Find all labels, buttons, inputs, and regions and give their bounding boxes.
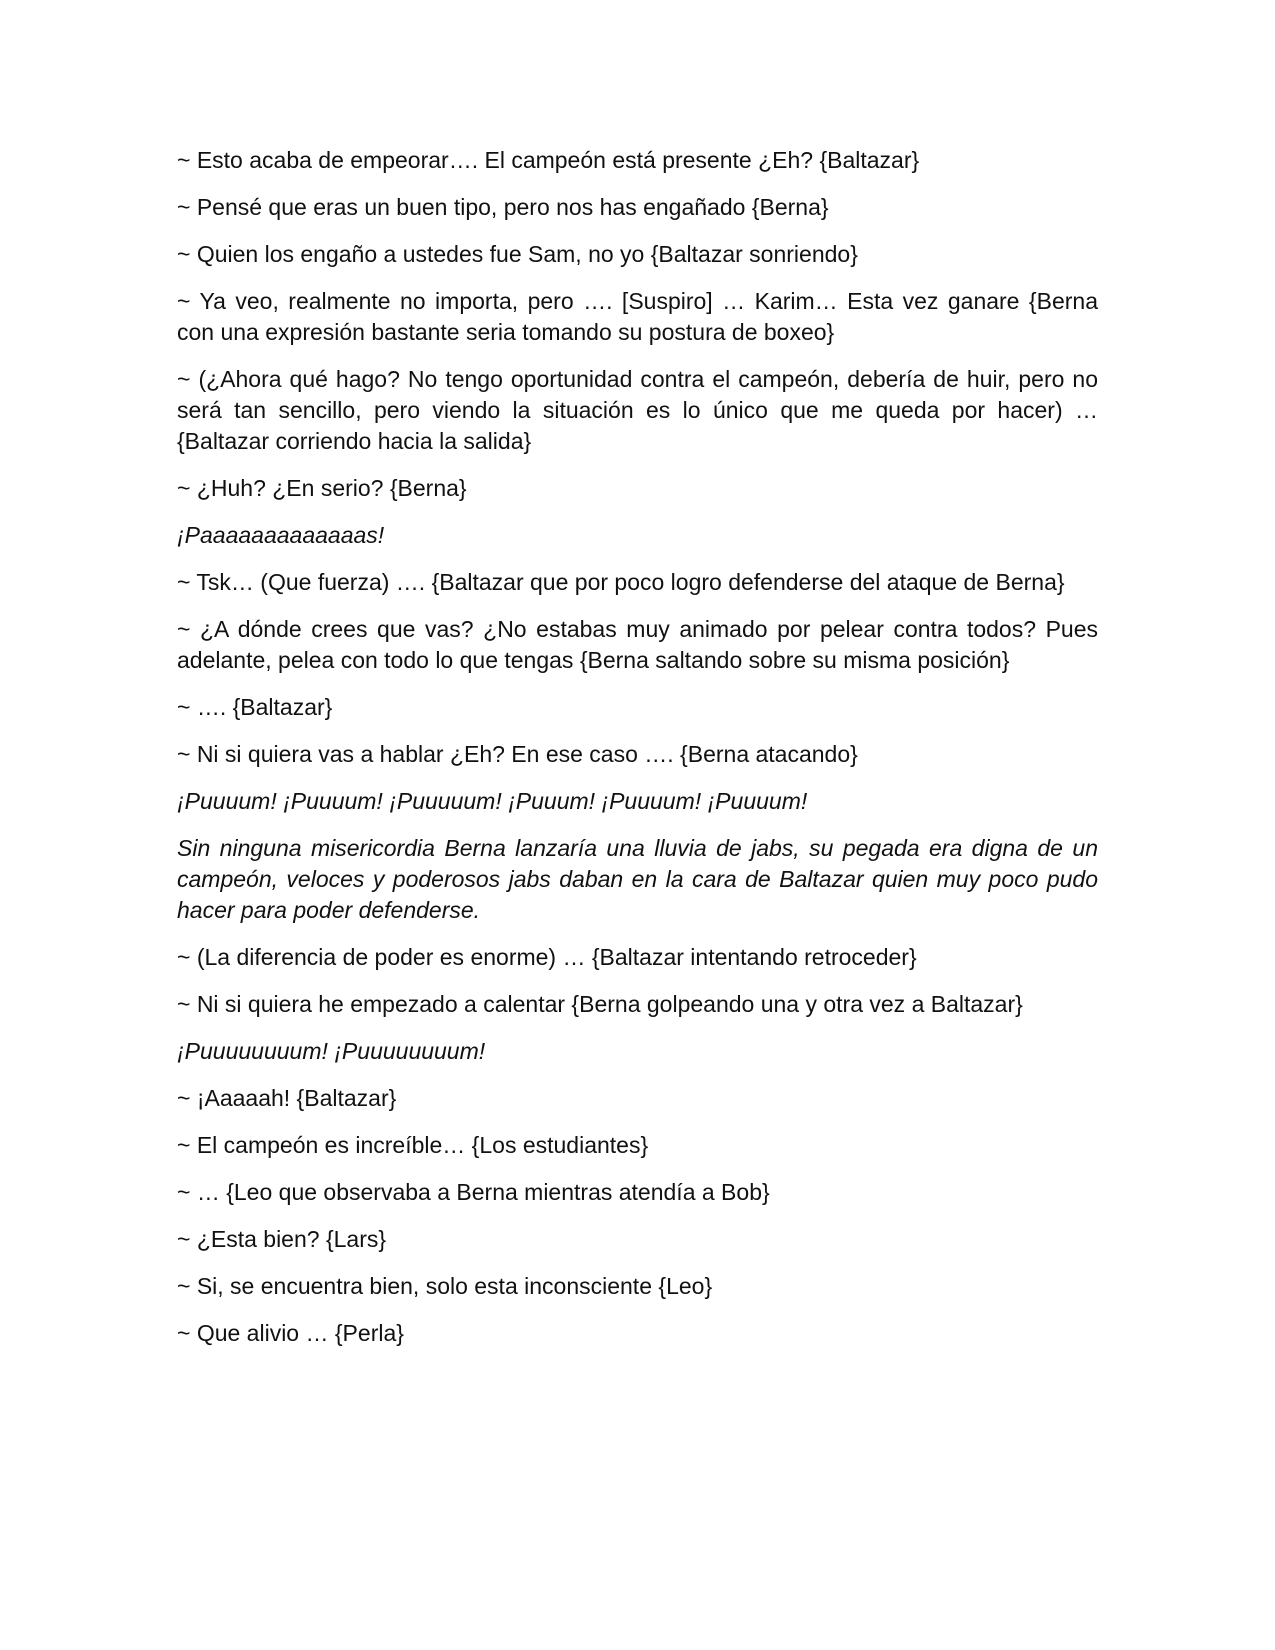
dialogue-paragraph: ~ (La diferencia de poder es enorme) … {Baltazar intentando retroceder} bbox=[177, 944, 917, 970]
dialogue-paragraph: ~ El campeón es increíble… {Los estudiantes} bbox=[177, 1132, 649, 1158]
dialogue-paragraph: ~ Ni si quiera he empezado a calentar {Berna golpeando una y otra vez a Baltazar} bbox=[177, 991, 1023, 1017]
dialogue-paragraph: ~ Quien los engaño a ustedes fue Sam, no yo {Baltazar sonriendo} bbox=[177, 241, 858, 267]
dialogue-paragraph: ~ … {Leo que observaba a Berna mientras atendía a Bob} bbox=[177, 1179, 770, 1205]
dialogue-paragraph: ~ ¿Huh? ¿En serio? {Berna} bbox=[177, 475, 467, 501]
narration-paragraph: ¡Paaaaaaaaaaaaas! bbox=[177, 522, 385, 548]
narration-paragraph: Sin ninguna misericordia Berna lanzaría una lluvia de jabs, su pegada era digna de un campeón, veloces y poderosos jabs daban en la cara de Baltazar quien muy poco pudo hacer para poder defenderse. bbox=[177, 835, 1098, 923]
dialogue-paragraph: ~ Esto acaba de empeorar…. El campeón está presente ¿Eh? {Baltazar} bbox=[177, 147, 920, 173]
dialogue-paragraph: ~ Ni si quiera vas a hablar ¿Eh? En ese caso …. {Berna atacando} bbox=[177, 741, 858, 767]
dialogue-paragraph: ~ ¿Esta bien? {Lars} bbox=[177, 1226, 387, 1252]
dialogue-paragraph: ~ Ya veo, realmente no importa, pero …. [Suspiro] … Karim… Esta vez ganare {Berna con una expresión bastante seria tomando su postura de boxeo} bbox=[177, 288, 1098, 345]
dialogue-paragraph: ~ Si, se encuentra bien, solo esta inconsciente {Leo} bbox=[177, 1273, 713, 1299]
dialogue-paragraph: ~ Pensé que eras un buen tipo, pero nos has engañado {Berna} bbox=[177, 194, 829, 220]
dialogue-paragraph: ~ …. {Baltazar} bbox=[177, 694, 333, 720]
document-page bbox=[177, 145, 1098, 1365]
dialogue-paragraph: ~ Tsk… (Que fuerza) …. {Baltazar que por poco logro defenderse del ataque de Berna} bbox=[177, 569, 1065, 595]
dialogue-paragraph: ~ ¿A dónde crees que vas? ¿No estabas muy animado por pelear contra todos? Pues adelante, pelea con todo lo que tengas {Berna saltando sobre su misma posición} bbox=[177, 616, 1098, 673]
dialogue-paragraph: ~ (¿Ahora qué hago? No tengo oportunidad contra el campeón, debería de huir, pero no será tan sencillo, pero viendo la situación es lo único que me queda por hacer) … {Baltazar corriendo hacia la salida} bbox=[177, 366, 1098, 454]
dialogue-paragraph: ~ ¡Aaaaah! {Baltazar} bbox=[177, 1085, 397, 1111]
narration-paragraph: ¡Puuuuuuuum! ¡Puuuuuuuum! bbox=[177, 1038, 486, 1064]
dialogue-paragraph: ~ Que alivio … {Perla} bbox=[177, 1320, 404, 1346]
narration-paragraph: ¡Puuuum! ¡Puuuum! ¡Puuuuum! ¡Puuum! ¡Puuuum! ¡Puuuum! bbox=[177, 788, 808, 814]
